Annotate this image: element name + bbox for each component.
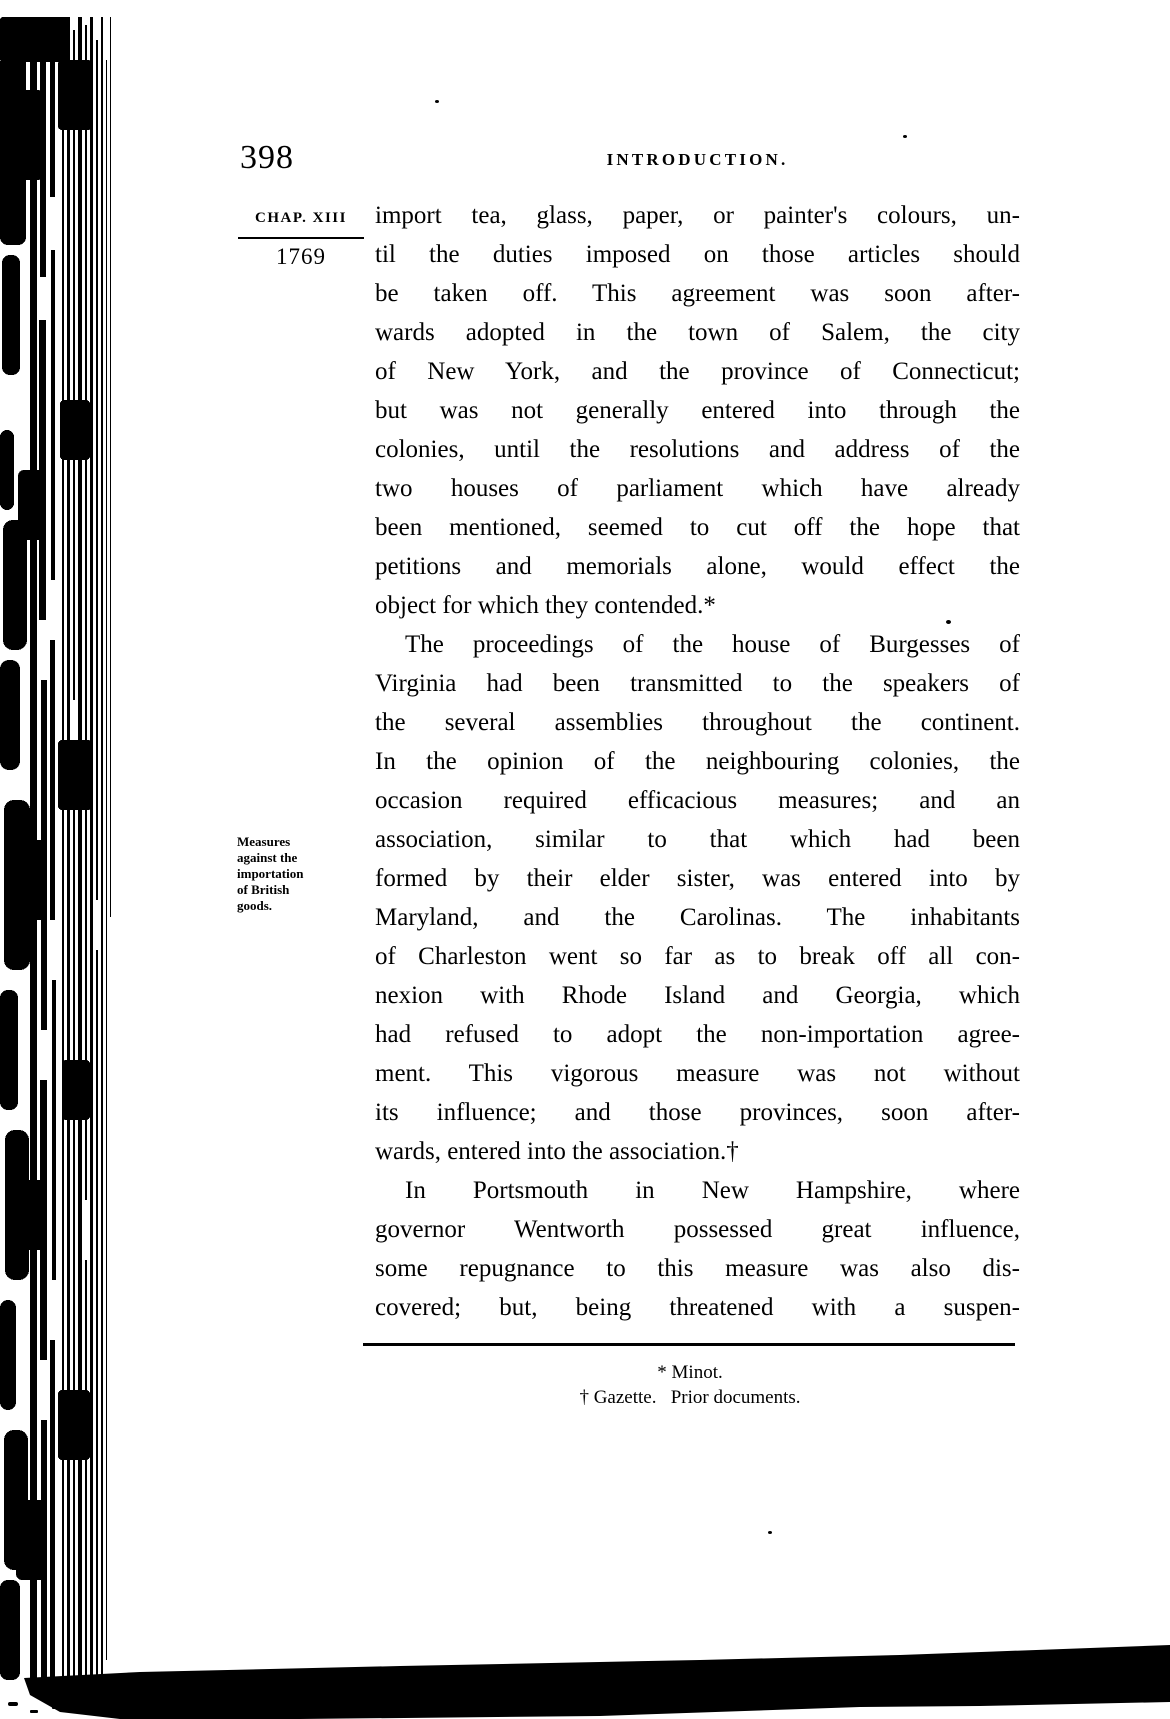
chapter-margin-note xyxy=(238,210,364,270)
body-line: its influence; and those provinces, soon after- xyxy=(375,1099,1020,1126)
ink-speck xyxy=(768,1531,772,1534)
scan-gutter-artifact xyxy=(0,0,115,1719)
body-line: but was not generally entered into through the xyxy=(375,397,1020,424)
body-line: had refused to adopt the non-importation agree- xyxy=(375,1021,1020,1048)
body-line: petitions and memorials alone, would effect the xyxy=(375,553,1020,580)
footnotes xyxy=(340,1360,1040,1410)
footnote-line: † Gazette. Prior documents. xyxy=(579,1387,801,1408)
body-line: wards adopted in the town of Salem, the city xyxy=(375,319,1020,346)
chapter-rule xyxy=(238,237,364,239)
margin-side-note xyxy=(237,834,337,914)
body-line: the several assemblies throughout the continent. xyxy=(375,709,1020,736)
footnote-line: * Minot. xyxy=(657,1362,723,1383)
footnote-rule xyxy=(363,1343,1015,1346)
body-line: nexion with Rhode Island and Georgia, which xyxy=(375,982,1020,1009)
body-line: occasion required efficacious measures; and an xyxy=(375,787,1020,814)
ink-speck xyxy=(435,100,439,103)
body-line: of New York, and the province of Connecticut; xyxy=(375,358,1020,385)
side-note-line: importation xyxy=(237,866,304,881)
body-line: ment. This vigorous measure was not without xyxy=(375,1060,1020,1087)
body-line: some repugnance to this measure was also dis- xyxy=(375,1255,1020,1282)
body-line: In the opinion of the neighbouring colonies, the xyxy=(375,748,1020,775)
side-note-line: against the xyxy=(237,850,298,865)
body-line: of Charleston went so far as to break off all con- xyxy=(375,943,1020,970)
body-line: wards, entered into the association.† xyxy=(375,1138,739,1165)
body-line: governor Wentworth possessed great influence, xyxy=(375,1216,1020,1243)
body-text xyxy=(375,196,1020,1327)
body-line: association, similar to that which had been xyxy=(375,826,1020,853)
side-note-line: Measures xyxy=(237,834,291,849)
year-label: 1769 xyxy=(276,244,326,269)
page-number: 398 xyxy=(240,139,294,176)
body-line: In Portsmouth in New Hampshire, where xyxy=(405,1177,1020,1204)
body-line: two houses of parliament which have already xyxy=(375,475,1020,502)
body-line: import tea, glass, paper, or painter's colours, un- xyxy=(375,202,1020,229)
scan-bottom-edge-artifact xyxy=(0,1640,1170,1719)
body-line: be taken off. This agreement was soon after- xyxy=(375,280,1020,307)
side-note-line: goods. xyxy=(237,898,273,913)
body-line: formed by their elder sister, was entered into by xyxy=(375,865,1020,892)
ink-speck xyxy=(903,135,907,138)
body-line: colonies, until the resolutions and address of the xyxy=(375,436,1020,463)
body-line: Virginia had been transmitted to the speakers of xyxy=(375,670,1020,697)
body-line: covered; but, being threatened with a suspen- xyxy=(375,1294,1020,1321)
body-line: Maryland, and the Carolinas. The inhabitants xyxy=(375,904,1020,931)
body-line: object for which they contended.* xyxy=(375,592,716,619)
ink-speck xyxy=(946,620,951,624)
body-line: til the duties imposed on those articles should xyxy=(375,241,1020,268)
body-line: The proceedings of the house of Burgesses of xyxy=(405,631,1020,658)
side-note-line: of British xyxy=(237,882,290,897)
body-line: been mentioned, seemed to cut off the hope that xyxy=(375,514,1020,541)
chapter-label: CHAP. XIII xyxy=(255,210,347,226)
running-head: INTRODUCTION. xyxy=(606,150,789,169)
